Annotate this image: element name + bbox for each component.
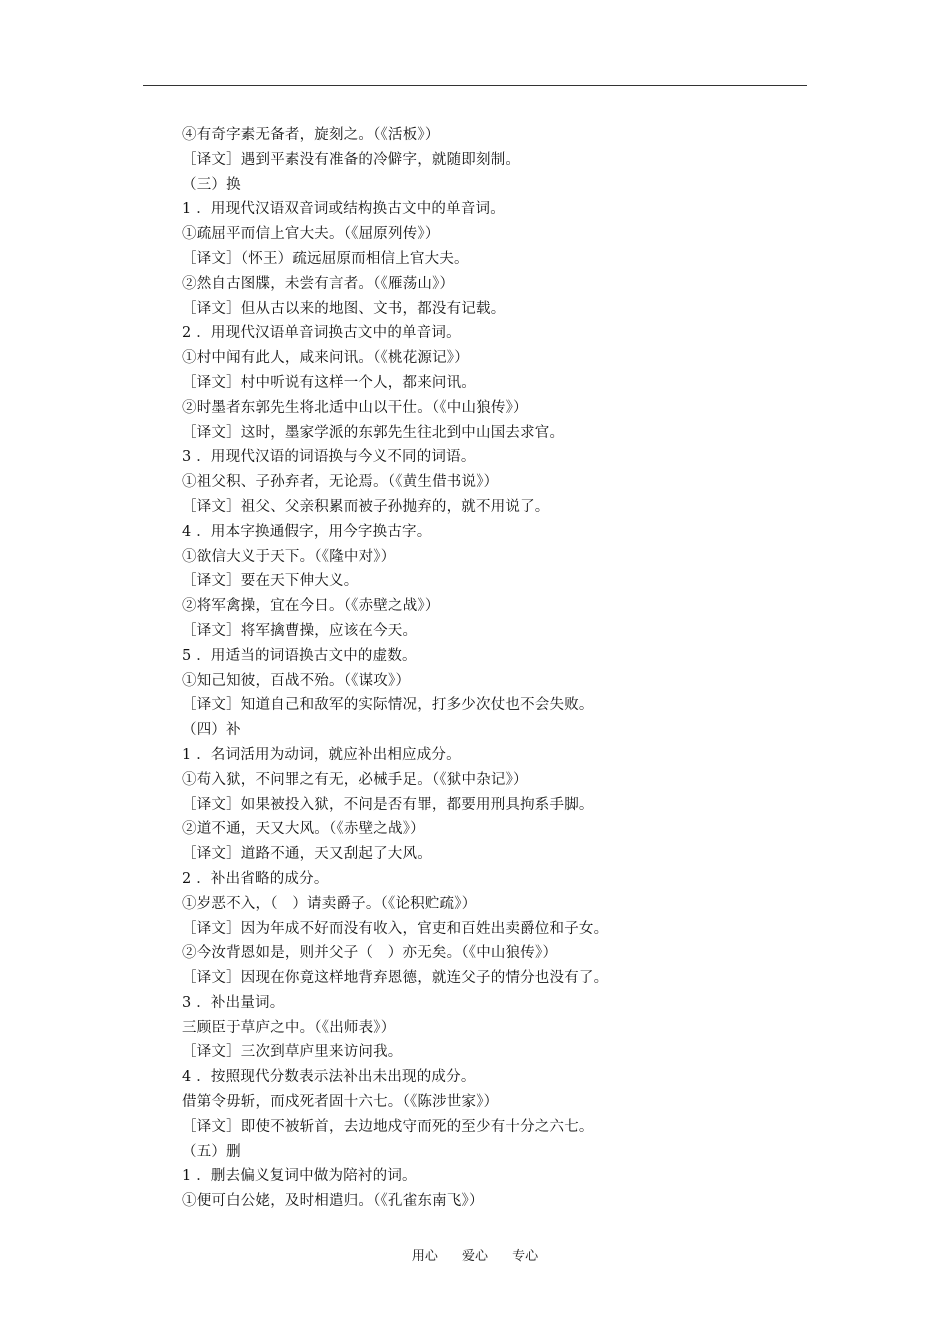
text-line: ②道不通，天又大风。（《赤壁之战》） <box>182 821 425 838</box>
text-line: ①知己知彼，百战不殆。（《谋攻》） <box>182 672 411 689</box>
footer-text-2: 爱心 <box>461 1249 488 1264</box>
text-line: 1 ．用现代汉语双音词或结构换古文中的单音词。 <box>182 201 505 218</box>
text-line: （四）补 <box>182 722 241 739</box>
text-line: ［译文］但从古以来的地图、文书，都没有记载。 <box>182 300 506 317</box>
text-line: 1 ．名词活用为动词，就应补出相应成分。 <box>182 746 461 763</box>
text-line: 5 ．用适当的词语换古文中的虚数。 <box>182 647 417 664</box>
text-line: ［译文］即使不被斩首，去边地戍守而死的至少有十分之六七。 <box>182 1118 594 1135</box>
text-line: 4 ．用本字换通假字，用今字换古字。 <box>182 523 432 540</box>
text-line: 借第令毋斩，而戍死者固十六七。（《陈涉世家》） <box>182 1094 499 1111</box>
text-line: ［译文］将军擒曹操，应该在今天。 <box>182 622 418 639</box>
text-line: 3 ．用现代汉语的词语换与今义不同的词语。 <box>182 449 476 466</box>
text-line: ②今汝背恩如是，则并父子（ ）亦无矣。（《中山狼传》） <box>182 945 558 962</box>
text-line: ［译文］道路不通，天又刮起了大风。 <box>182 846 432 863</box>
text-line: ①祖父积、子孙弃者，无论焉。（《黄生借书说》） <box>182 474 499 491</box>
text-line: 三顾臣于草庐之中。（《出师表》） <box>182 1019 396 1036</box>
text-line: ［译文］因为年成不好而没有收入，官吏和百姓出卖爵位和子女。 <box>182 920 609 937</box>
text-line: ［译文］三次到草庐里来访问我。 <box>182 1044 403 1061</box>
text-line: （三）换 <box>182 176 241 193</box>
text-line: ［译文］村中听说有这样一个人，都来问讯。 <box>182 374 476 391</box>
text-line: ［译文］因现在你竟这样地背弃恩德，就连父子的情分也没有了。 <box>182 970 609 987</box>
text-line: ②将军禽操，宜在今日。（《赤壁之战》） <box>182 598 440 615</box>
text-line: ［译文］（怀王）疏远屈原而相信上官大夫。 <box>182 250 469 267</box>
text-line: 2 ．用现代汉语单音词换古文中的单音词。 <box>182 325 461 342</box>
text-line: 4 ．按照现代分数表示法补出未出现的成分。 <box>182 1069 476 1086</box>
footer-text-3: 专心 <box>512 1249 539 1264</box>
text-line: ②然自古图牒，未尝有言者。（《雁荡山》） <box>182 275 455 292</box>
text-line: ①便可白公姥，及时相遣归。（《孔雀东南飞》） <box>182 1193 484 1210</box>
text-line: ①岁恶不入，（ ）请卖爵子。（《论积贮疏》） <box>182 895 477 912</box>
text-line: ②时墨者东郭先生将北适中山以干仕。（《中山狼传》） <box>182 399 528 416</box>
text-line: ①疏屈平而信上官大夫。（《屈原列传》） <box>182 226 440 243</box>
text-line: ［译文］祖父、父亲积累而被子孙抛弃的，就不用说了。 <box>182 498 550 515</box>
text-line: ④有奇字素无备者，旋刻之。（《活板》） <box>182 127 440 143</box>
footer-text-1: 用心 <box>411 1249 438 1264</box>
header-rule <box>143 85 807 86</box>
text-line: 2 ．补出省略的成分。 <box>182 870 329 887</box>
text-line: ［译文］这时，墨家学派的东郭先生往北到中山国去求官。 <box>182 424 565 441</box>
text-line: ［译文］遇到平素没有准备的冷僻字，就随即刻制。 <box>182 151 521 168</box>
text-line: 3 ．补出量词。 <box>182 994 285 1011</box>
text-line: ①村中闻有此人，咸来问讯。（《桃花源记》） <box>182 350 469 367</box>
text-line: 1 ．删去偏义复词中做为陪衬的词。 <box>182 1168 417 1185</box>
text-line: ①欲信大义于天下。（《隆中对》） <box>182 548 396 565</box>
text-line: ［译文］要在天下伸大义。 <box>182 573 359 590</box>
document-body <box>182 123 782 1214</box>
text-line: ［译文］如果被投入狱，不问是否有罪，都要用刑具拘系手脚。 <box>182 796 594 813</box>
text-line: ①苟入狱，不问罪之有无，必械手足。（《狱中杂记》） <box>182 771 528 788</box>
text-line: （五）删 <box>182 1143 241 1160</box>
text-line: ［译文］知道自己和敌军的实际情况，打多少次仗也不会失败。 <box>182 697 594 714</box>
page-footer <box>0 1247 950 1267</box>
